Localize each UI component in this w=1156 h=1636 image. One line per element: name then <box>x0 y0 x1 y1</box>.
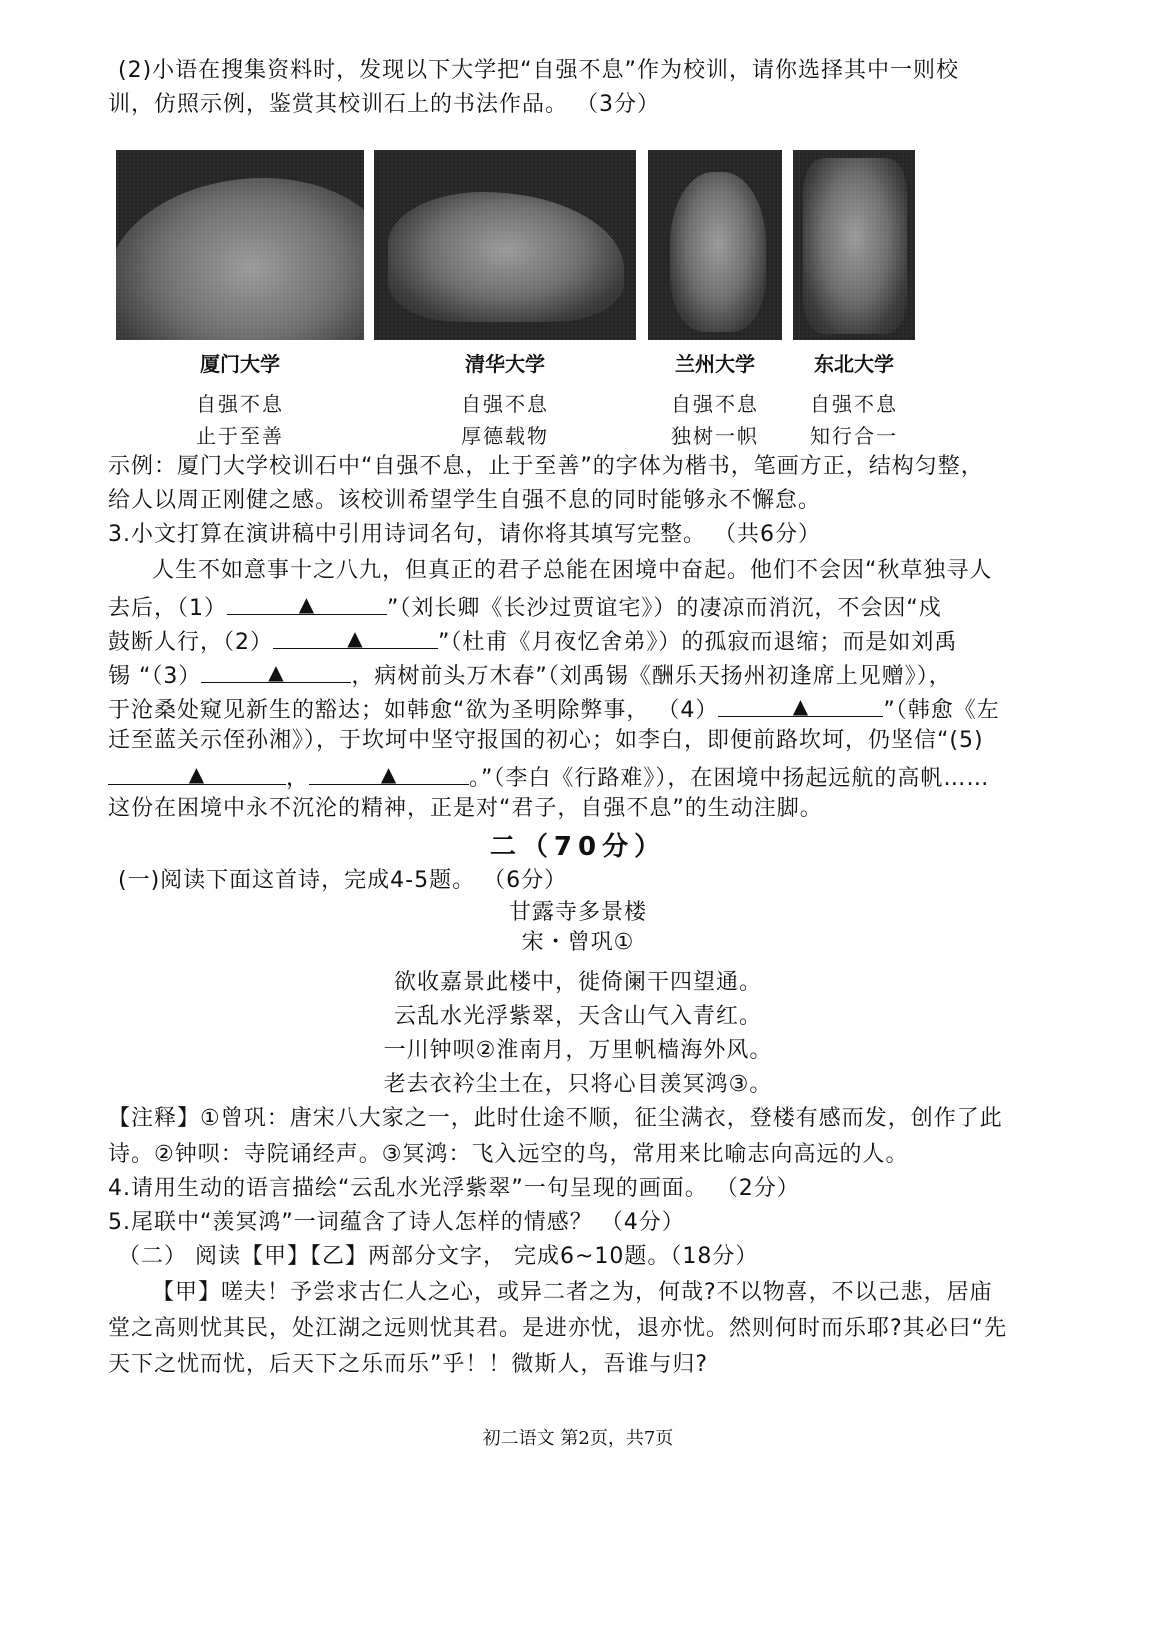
motto-tsinghua <box>374 388 636 452</box>
q3-para-line2 <box>108 590 942 624</box>
poem-title: 甘露寺多景楼 <box>508 900 647 925</box>
q2-intro-line1: (2)小语在搜集资料时，发现以下大学把“自强不息”作为校训，请你选择其中一则校 <box>118 58 959 83</box>
q3-text: 去后，（1） <box>108 596 227 621</box>
section2-title: 二（70分） <box>489 832 667 862</box>
q3-text: 鼓断人行，（2） <box>108 630 273 655</box>
q3-para-line7 <box>108 760 989 794</box>
q3-para-line1: 人生不如意事十之八九，但真正的君子总能在困境中奋起。他们不会因“秋草独寻人 <box>152 558 993 583</box>
poem-line3: 一川钟呗②淮南月，万里帆樯海外风。 <box>383 1038 773 1063</box>
motto-northeastern <box>793 388 915 452</box>
q3-text: 。”（李白《行路难》），在困境中扬起远航的高帆…… <box>469 766 990 791</box>
q5: 5.尾联中“羡冥鸿”一词蕴含了诗人怎样的情感？ （4分） <box>108 1210 685 1235</box>
blank-marker: ▲ <box>298 592 316 616</box>
lanzhou-university-stone-photo <box>648 150 782 340</box>
notes-line1: 【注释】①曾巩：唐宋八大家之一，此时仕途不顺，征尘满衣，登楼有感而发，创作了此 <box>108 1106 1003 1131</box>
blank-1[interactable] <box>227 590 387 615</box>
jia-line1: 【甲】嗟夫！予尝求古仁人之心，或异二者之为，何哉?不以物喜，不以己悲，居庙 <box>152 1280 993 1305</box>
blank-marker: ▲ <box>188 762 206 786</box>
q3-text: ，病树前头万木春”（刘禹锡《酬乐天扬州初逢席上见赠》）， <box>351 664 952 689</box>
blank-5b[interactable] <box>309 760 469 785</box>
q3-text: 于沧桑处窥见新生的豁达；如韩愈“欲为圣明除弊事， （4） <box>108 698 719 723</box>
caption-lanzhou: 兰州大学 <box>675 352 755 376</box>
q3-para-line6: 迁至蓝关示侄孙湘》），于坎坷中坚守报国的初心；如李白，即便前路坎坷，仍坚信“(5) <box>108 728 984 753</box>
blank-marker: ▲ <box>347 626 364 650</box>
q3-para-line4 <box>108 658 952 692</box>
motto-lanzhou-line2: 独树一帜 <box>671 424 759 448</box>
q4: 4.请用生动的语言描绘“云乱水光浮紫翠”一句呈现的画面。 （2分） <box>108 1176 800 1201</box>
q3-para-line8: 这份在困境中永不沉沦的精神，正是对“君子，自强不息”的生动注脚。 <box>108 796 823 821</box>
blank-3[interactable] <box>201 658 351 683</box>
motto-tsinghua-line2: 厚德载物 <box>461 424 549 448</box>
poem-author: 宋・曾巩① <box>521 930 635 955</box>
poem-line1: 欲收嘉景此楼中，徙倚阑干四望通。 <box>393 970 762 995</box>
blank-marker: ▲ <box>792 694 810 718</box>
part2-instruction: （二） 阅读【甲】【乙】两部分文字， 完成6~10题。（18分） <box>118 1244 759 1269</box>
blank-5a[interactable] <box>108 760 286 785</box>
poem-line4: 老去衣衿尘土在，只将心目羡冥鸿③。 <box>383 1072 773 1097</box>
example-line2: 给人以周正刚健之感。该校训希望学生自强不息的同时能够永不懈怠。 <box>108 488 822 513</box>
q3-text: ”（杜甫《月夜忆舍弟》）的孤寂而退缩；而是如刘禹 <box>438 630 958 655</box>
blank-marker: ▲ <box>380 762 398 786</box>
example-line1: 示例：厦门大学校训石中“自强不息，止于至善”的字体为楷书，笔画方正，结构匀整， <box>108 454 984 479</box>
caption-xiamen: 厦门大学 <box>200 352 280 376</box>
caption-tsinghua: 清华大学 <box>465 352 545 376</box>
q3-para-line5 <box>108 692 1000 726</box>
jia-line3: 天下之忧而忧，后天下之乐而乐”乎！！微斯人，吾谁与归? <box>108 1352 709 1377</box>
motto-lanzhou-line1: 自强不息 <box>671 392 759 416</box>
motto-northeastern-line2: 知行合一 <box>810 424 898 448</box>
page-footer: 初二语文 第2页，共7页 <box>482 1428 674 1449</box>
notes-line2: 诗。②钟呗：寺院诵经声。③冥鸿：飞入远空的鸟，常用来比喻志向高远的人。 <box>108 1142 909 1167</box>
tsinghua-university-stone-photo <box>374 150 636 340</box>
q2-intro-line2: 训，仿照示例，鉴赏其校训石上的书法作品。 （3分） <box>108 92 660 117</box>
blank-2[interactable] <box>273 624 438 649</box>
blank-marker: ▲ <box>268 660 285 684</box>
poem-line2: 云乱水光浮紫翠，天含山气入青红。 <box>393 1004 762 1029</box>
motto-lanzhou <box>648 388 782 452</box>
motto-tsinghua-line1: 自强不息 <box>461 392 549 416</box>
q3-text: ”（刘长卿《长沙过贾谊宅》）的凄凉而消沉，不会因“戍 <box>387 596 942 621</box>
section2-part1: (一)阅读下面这首诗，完成4-5题。 （6分） <box>118 868 568 893</box>
blank-4[interactable] <box>718 692 883 717</box>
motto-xiamen-line1: 自强不息 <box>196 392 284 416</box>
q3-text: ， <box>286 766 310 791</box>
caption-northeastern: 东北大学 <box>814 352 894 376</box>
jia-line2: 堂之高则忧其民，处江湖之远则忧其君。是进亦忧，退亦忧。然则何时而乐耶?其必曰“先 <box>108 1316 1008 1341</box>
q3-title: 3.小文打算在演讲稿中引用诗词名句，请你将其填写完整。 （共6分） <box>108 522 821 547</box>
q3-text: ”（韩愈《左 <box>883 698 1000 723</box>
motto-xiamen <box>116 388 364 452</box>
q3-para-line3 <box>108 624 957 658</box>
northeastern-university-stone-photo <box>793 150 915 340</box>
xiamen-university-stone-photo <box>116 150 364 340</box>
motto-northeastern-line1: 自强不息 <box>810 392 898 416</box>
motto-xiamen-line2: 止于至善 <box>196 424 284 448</box>
q3-text: 锡 “（3） <box>108 664 202 689</box>
